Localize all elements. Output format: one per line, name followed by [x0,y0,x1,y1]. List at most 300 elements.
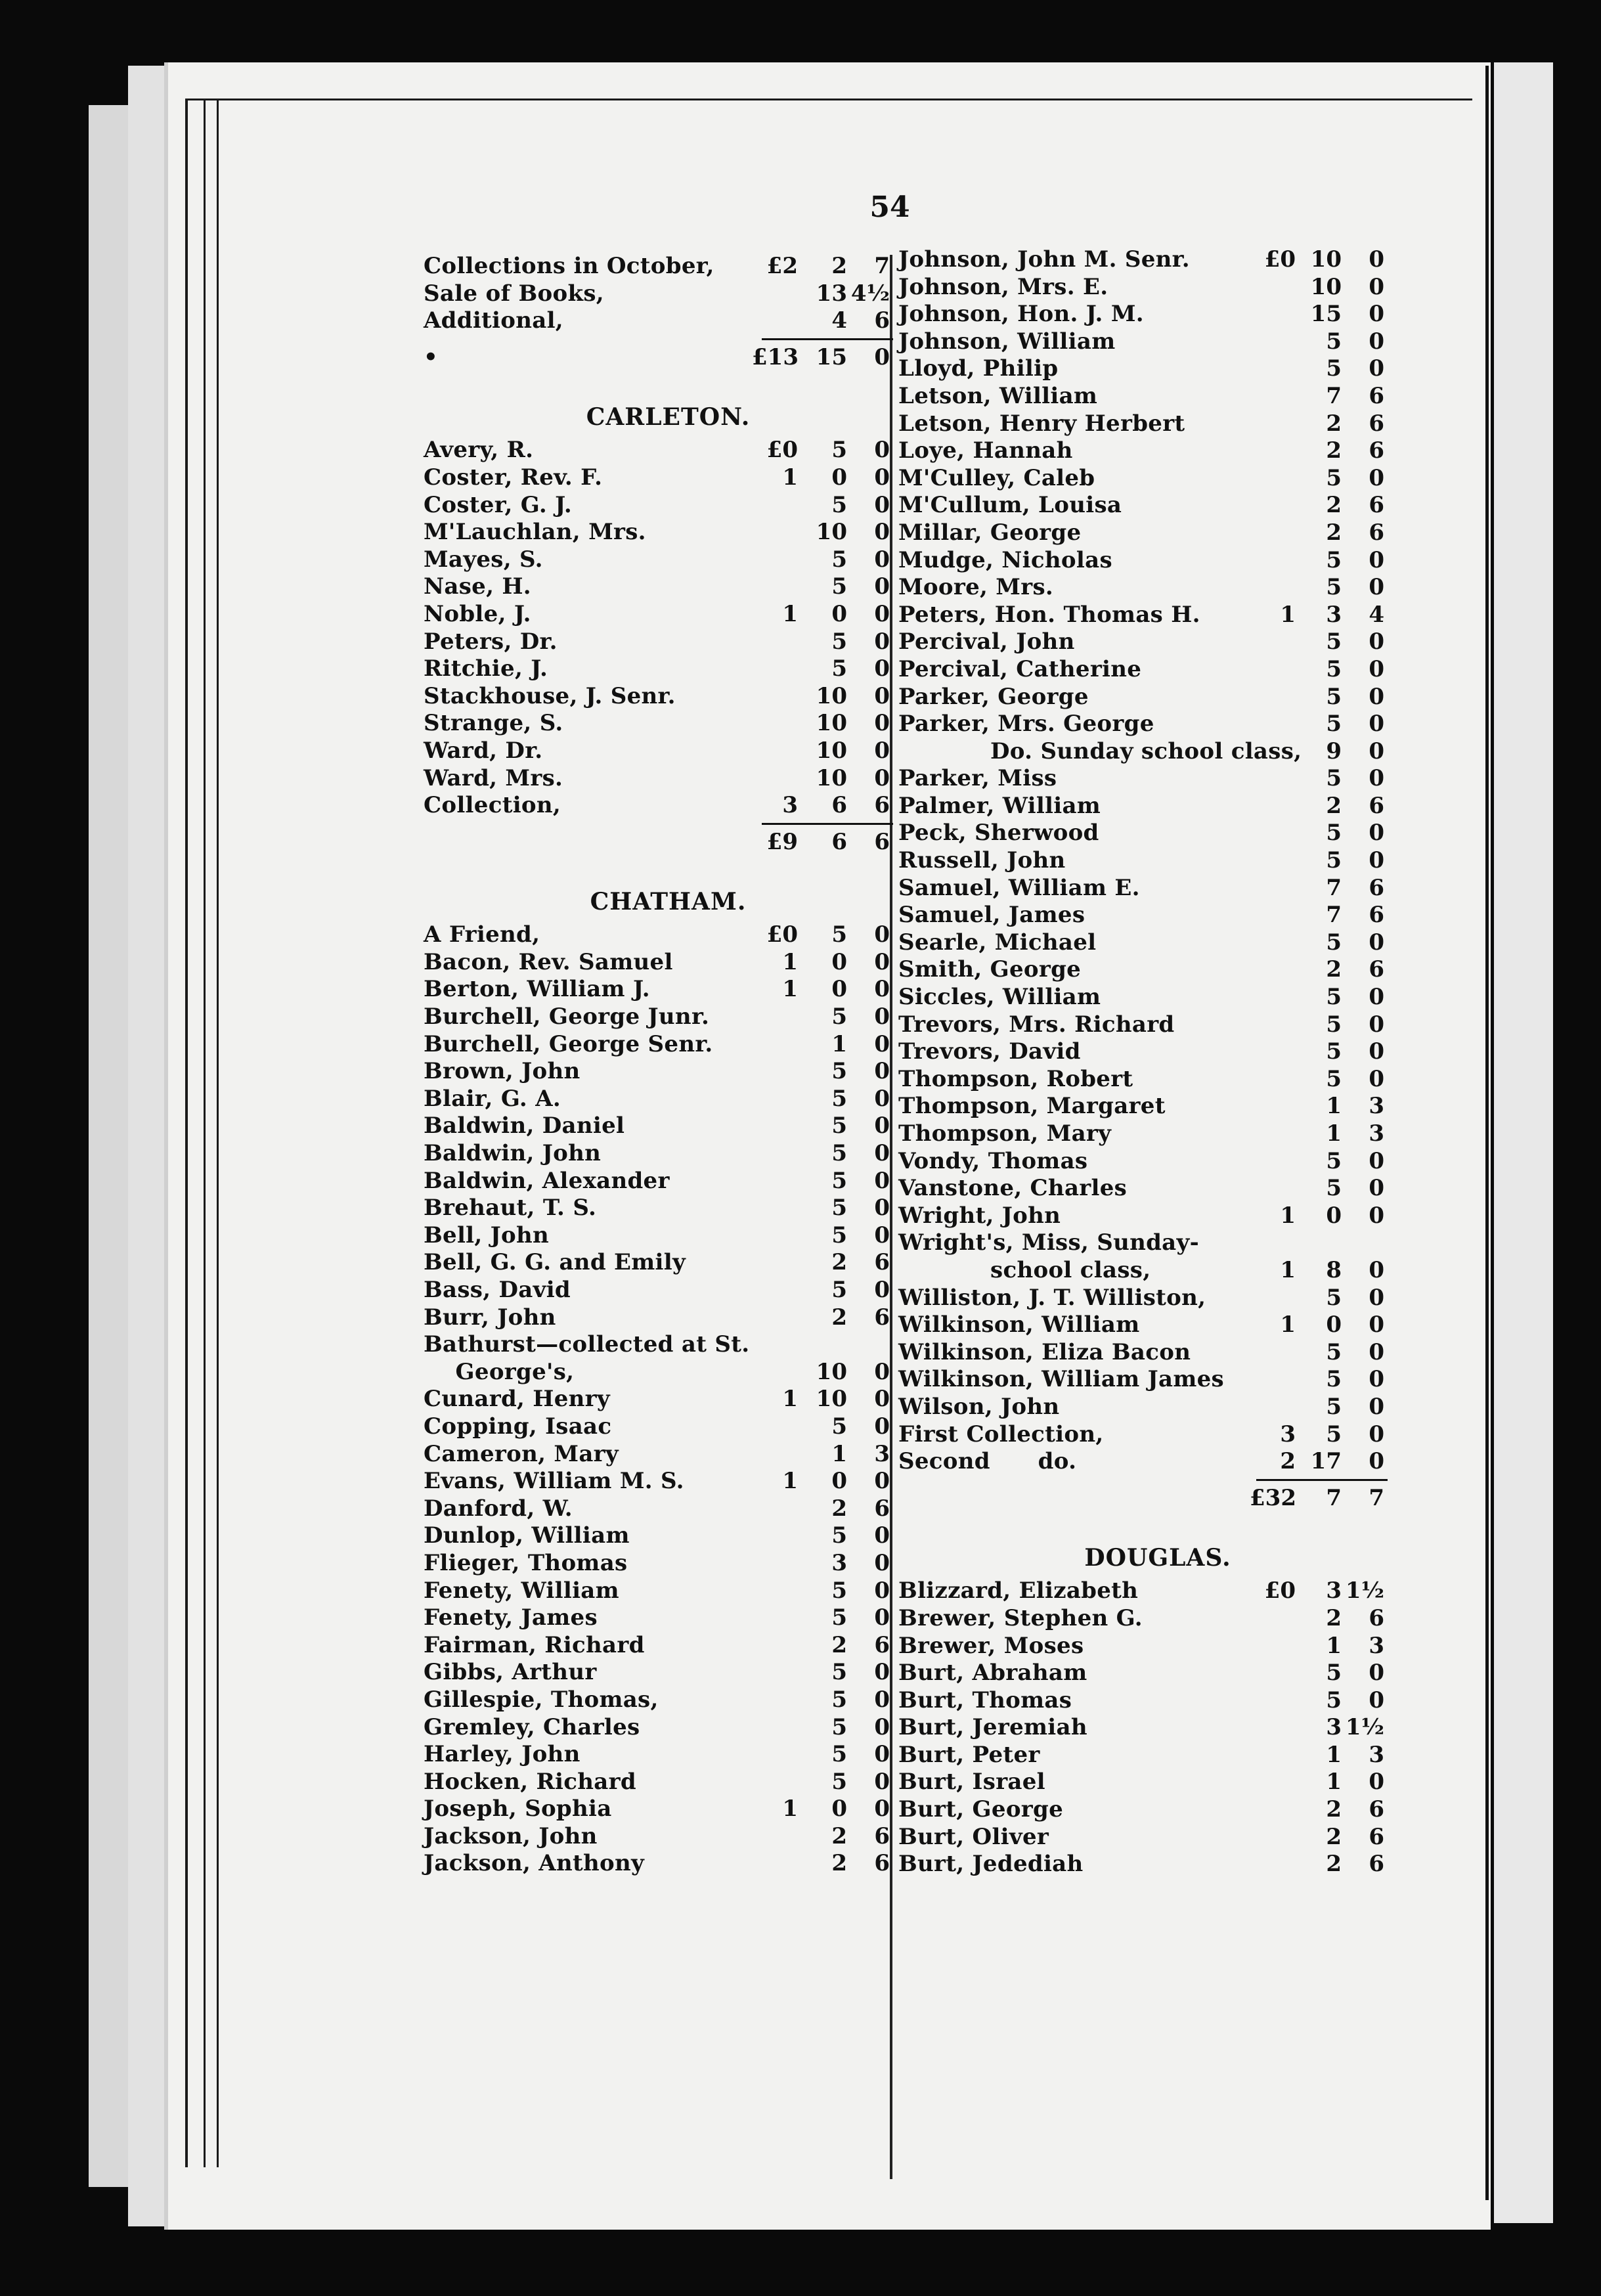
amount-shillings: 5 [831,1768,847,1795]
amount-pounds: £9 [766,828,798,855]
subscriber-name: Vanstone, Charles [898,1175,1128,1202]
amount-pence: 0 [1369,546,1384,573]
amount-pence: 0 [1369,1065,1384,1092]
subscriber-row [424,1277,900,1304]
amount-pounds: £0 [766,921,798,948]
subscriber-name: Do. Sunday school class, [990,738,1302,764]
amount-pence: 0 [874,1468,890,1495]
subscriber-name: Wilson, John [898,1393,1060,1420]
amount-shillings: 17 [1310,1448,1342,1475]
amount-shillings: 5 [831,1741,847,1768]
amount-shillings: 2 [1326,1851,1342,1878]
subscriber-name: Percival, Catherine [898,655,1142,682]
amount-pence: 1½ [1345,1578,1384,1604]
subscriber-name: Trevors, David [898,1038,1081,1065]
amount-shillings: 5 [1326,820,1342,847]
amount-shillings: 5 [1326,1660,1342,1687]
subscriber-name: Wright's, Miss, Sunday- [898,1229,1199,1256]
amount-pence: 0 [874,546,890,573]
subscriber-name: Flieger, Thomas [424,1549,628,1576]
subscriber-name: Burt, George [898,1796,1064,1823]
amount-pence: 6 [1369,437,1384,464]
amount-shillings: 5 [831,655,847,682]
amount-shillings: 5 [1326,355,1342,382]
subscriber-name: Ritchie, J. [424,655,548,682]
subscriber-name: Brehaut, T. S. [424,1195,597,1222]
amount-shillings: 15 [1310,301,1342,328]
subscriber-name: Burt, Jedediah [898,1851,1084,1878]
amount-pence: 0 [1369,574,1384,601]
subscriber-row [424,683,900,711]
amount-shillings: 0 [1326,1202,1342,1229]
subscriber-name: Additional, [424,307,563,334]
subscriber-row [424,1140,900,1168]
subscriber-row [424,1113,900,1140]
subscriber-row [898,929,1404,957]
subscriber-row [898,574,1404,602]
subscriber-name: Second do. [898,1448,1077,1475]
amount-pence: 0 [874,1140,890,1167]
amount-pence: 0 [874,976,890,1003]
amount-shillings: 1 [1326,1632,1342,1659]
subscriber-name: Johnson, William [898,328,1116,355]
subscriber-name: Fenety, James [424,1604,598,1631]
subscriber-name: Millar, George [898,519,1082,546]
subscriber-row [898,1769,1404,1796]
amount-pence: 6 [1369,874,1384,901]
amount-pence: 0 [874,464,890,491]
amount-shillings: 5 [1326,1011,1342,1038]
page-border-line [185,99,188,2167]
page-border-line [217,99,219,2167]
amount-pence: 0 [1369,355,1384,382]
subscriber-name: Fenety, William [424,1577,619,1604]
amount-shillings: 10 [816,764,847,791]
amount-shillings: 3 [1326,601,1342,628]
subscriber-row [424,1578,900,1605]
amount-shillings: 10 [816,737,847,764]
amount-shillings: 5 [1326,1421,1342,1447]
subscriber-row [424,1659,900,1687]
subscriber-name: Parker, George [898,683,1089,710]
subscriber-name: M'Cullum, Louisa [898,492,1122,519]
subscriber-name: Danford, W. [424,1495,573,1522]
total-rule-line [762,338,893,340]
amount-pence: 6 [1369,410,1384,437]
subscriber-row [424,253,900,280]
subscriber-name: Thompson, Robert [898,1065,1133,1092]
subscriber-row [424,1522,900,1550]
subscriber-row [898,1285,1404,1312]
amount-shillings: 5 [831,1713,847,1740]
amount-pence: 7 [1369,1484,1384,1511]
subscriber-row [898,465,1404,493]
subscriber-row [424,655,900,683]
amount-shillings: 3 [1326,1578,1342,1604]
subscriber-row [898,1633,1404,1660]
subscriber-row [898,437,1404,465]
subscriber-name: Brewer, Stephen G. [898,1604,1143,1631]
page-gutter-line [1485,66,1489,2200]
amount-pence: 0 [874,710,890,737]
amount-pence: 0 [874,1659,890,1686]
amount-pence: 6 [874,828,890,855]
subscriber-name: Blair, G. A. [424,1085,561,1112]
amount-shillings: 5 [831,1140,847,1167]
amount-pence: 0 [874,682,890,709]
amount-shillings: 5 [831,1413,847,1440]
amount-shillings: 5 [1326,655,1342,682]
subscriber-name: Burr, John [424,1304,556,1331]
subscriber-name: M'Lauchlan, Mrs. [424,519,646,546]
subscriber-row [424,1058,900,1086]
amount-pence: 0 [874,764,890,791]
amount-pence: 0 [1369,683,1384,710]
subscriber-row [424,1195,900,1222]
subscriber-row [424,629,900,656]
subscriber-row [424,1714,900,1742]
amount-shillings: 2 [1326,792,1342,819]
amount-shillings: 2 [1326,1823,1342,1850]
amount-shillings: 0 [831,1796,847,1822]
amount-pence: 3 [1369,1632,1384,1659]
subscriber-name: Wilkinson, William [898,1312,1140,1338]
subscriber-row [898,847,1404,875]
section-gap [424,856,900,882]
subscriber-name: Burt, Israel [898,1769,1045,1796]
section-gap [424,371,900,397]
subscriber-name: Avery, R. [424,437,534,464]
amount-pence: 0 [1369,1312,1384,1338]
amount-pence: 0 [874,737,890,764]
subscriber-row [898,956,1404,984]
amount-pence: 0 [1369,765,1384,792]
amount-pence: 0 [1369,820,1384,847]
subscriber-name: Burt, Oliver [898,1823,1049,1850]
amount-pence: 0 [874,491,890,518]
amount-shillings: 5 [1326,464,1342,491]
amount-shillings: 13 [816,280,847,307]
amount-shillings: 5 [1326,711,1342,738]
subscriber-name: Baldwin, John [424,1140,602,1167]
subscriber-row [898,1093,1404,1120]
subscriber-name: Palmer, William [898,792,1101,819]
amount-pence: 7 [874,253,890,279]
subscriber-row [424,1331,900,1359]
subscriber-row [898,383,1404,410]
amount-shillings: 10 [816,710,847,737]
subscriber-row [424,1823,900,1851]
amount-pence: 0 [874,1549,890,1576]
amount-pence: 0 [874,1577,890,1604]
subscriber-row [424,519,900,546]
amount-shillings: 2 [831,1850,847,1877]
amount-shillings: 5 [1326,984,1342,1011]
amount-shillings: 1 [831,1440,847,1467]
amount-shillings: 2 [1326,1796,1342,1823]
amount-shillings: 2 [1326,492,1342,519]
amount-pence: 0 [874,921,890,948]
subscriber-name: • [424,343,439,370]
section-heading: CARLETON. [586,403,751,431]
subscriber-name: Baldwin, Daniel [424,1113,625,1139]
amount-pounds: 1 [782,1796,798,1822]
amount-pence: 0 [874,1522,890,1549]
subscriber-row [898,410,1404,438]
amount-pence: 0 [874,343,890,370]
subscriber-name: Searle, Michael [898,929,1097,956]
amount-shillings: 1 [1326,1741,1342,1768]
amount-shillings: 5 [831,628,847,655]
amount-shillings: 5 [1326,1175,1342,1202]
subscriber-row [424,492,900,519]
subscriber-name: Collections in October, [424,253,714,279]
amount-pounds: 1 [782,1386,798,1413]
amount-pence: 0 [1369,929,1384,956]
subscriber-row [898,902,1404,929]
subscriber-name: Coster, G. J. [424,491,573,518]
subscriber-name: Peters, Dr. [424,628,558,655]
section-heading: DOUGLAS. [1084,1544,1231,1572]
subscriber-name: Thompson, Margaret [898,1093,1166,1120]
subscriber-name: Lloyd, Philip [898,355,1059,382]
subscriber-name: Evans, William M. S. [424,1468,684,1495]
amount-pence: 0 [1369,464,1384,491]
amount-shillings: 5 [831,1004,847,1030]
amount-shillings: 2 [831,253,847,279]
amount-pence: 0 [1369,847,1384,874]
subscriber-row [424,280,900,308]
subscriber-row [424,573,900,601]
amount-pence: 0 [1369,1769,1384,1796]
subscriber-name: Wilkinson, Eliza Bacon [898,1338,1191,1365]
subscriber-row [898,1421,1404,1449]
subscriber-row [424,1413,900,1441]
subscriber-row [898,1851,1404,1878]
facing-page-edge [1494,62,1553,2223]
right-column [898,246,1404,1878]
amount-shillings: 1 [1326,1769,1342,1796]
subscriber-name: Bell, G. G. and Emily [424,1249,686,1276]
amount-pence: 0 [1369,301,1384,328]
amount-pence: 0 [874,437,890,464]
subscriber-row [424,829,900,856]
amount-pence: 0 [874,1030,890,1057]
subscriber-name: Gillespie, Thomas, [424,1686,659,1713]
amount-pence: 0 [1369,1660,1384,1687]
amount-pounds: 1 [1280,1256,1296,1283]
left-column [424,253,900,1878]
subscriber-name: Wright, John [898,1202,1061,1229]
subscriber-row [898,1011,1404,1039]
amount-pence: 0 [874,1413,890,1440]
amount-pence: 6 [1369,1604,1384,1631]
amount-pence: 6 [874,1631,890,1658]
amount-pence: 0 [874,1686,890,1713]
subscriber-name: Collection, [424,792,561,819]
subscriber-name: Gibbs, Arthur [424,1659,597,1686]
subscriber-row [898,1229,1404,1257]
amount-pounds: £32 [1250,1484,1296,1511]
amount-shillings: 5 [1326,629,1342,655]
subscriber-row [424,792,900,820]
amount-shillings: 5 [831,1113,847,1139]
subscriber-row [898,1066,1404,1093]
subscriber-name: Johnson, Mrs. E. [898,273,1108,300]
amount-shillings: 2 [831,1631,847,1658]
subscriber-name: Noble, J. [424,600,531,627]
subscriber-row [424,921,900,949]
amount-shillings: 5 [1326,1038,1342,1065]
total-rule-line [762,823,893,825]
amount-pence: 6 [1369,1823,1384,1850]
amount-pence: 6 [874,1304,890,1331]
amount-pounds: 1 [1280,1202,1296,1229]
amount-shillings: 5 [1326,1687,1342,1713]
amount-pounds: £0 [1264,1578,1296,1604]
amount-shillings: 2 [831,1822,847,1849]
subscriber-name: George's, [424,1358,575,1385]
amount-shillings: 2 [831,1495,847,1522]
amount-pence: 0 [1369,1687,1384,1713]
subscriber-name: Letson, William [898,382,1098,409]
subscriber-row [898,1796,1404,1824]
amount-shillings: 10 [816,682,847,709]
subscriber-name: Wilkinson, William James [898,1366,1224,1393]
amount-shillings: 1 [1326,1093,1342,1120]
amount-pence: 0 [1369,1421,1384,1447]
subscriber-name: Thompson, Mary [898,1120,1112,1147]
subscriber-row [424,1249,900,1277]
subscriber-row [898,765,1404,793]
subscriber-row [424,949,900,977]
amount-shillings: 0 [831,976,847,1003]
subscriber-row [424,1304,900,1332]
subscriber-name: M'Culley, Caleb [898,464,1095,491]
amount-shillings: 2 [831,1249,847,1276]
subscriber-name: Cameron, Mary [424,1440,619,1467]
subscriber-row [424,1632,900,1660]
amount-shillings: 5 [1326,1147,1342,1174]
subscriber-name: Bacon, Rev. Samuel [424,948,673,975]
amount-pence: 0 [874,1004,890,1030]
amount-pence: 6 [874,1822,890,1849]
subscriber-row [898,1038,1404,1066]
amount-pounds: 1 [782,948,798,975]
subscriber-name: Mayes, S. [424,546,543,573]
subscriber-row [898,984,1404,1011]
subscriber-row [898,738,1404,766]
amount-pounds: 1 [1280,601,1296,628]
subscriber-row [898,820,1404,847]
amount-pence: 0 [1369,1038,1384,1065]
amount-shillings: 0 [831,948,847,975]
amount-shillings: 5 [1326,1284,1342,1311]
amount-pence: 0 [874,1386,890,1413]
subscriber-row [424,1796,900,1823]
subscriber-name: Burchell, George Senr. [424,1030,713,1057]
amount-pence: 4½ [850,280,890,307]
amount-pence: 6 [874,1495,890,1522]
amount-shillings: 5 [831,491,847,518]
subscriber-row [898,1605,1404,1633]
subscriber-row [424,307,900,335]
subscriber-name: Ward, Mrs. [424,764,563,791]
subscriber-row [898,1366,1404,1394]
subscriber-name: Johnson, John M. Senr. [898,246,1190,273]
amount-pence: 0 [874,1358,890,1385]
subscriber-row [424,976,900,1004]
total-rule [424,820,900,829]
amount-shillings: 7 [1326,382,1342,409]
subscriber-row [424,1086,900,1113]
subscriber-name: Mudge, Nicholas [898,546,1112,573]
subscriber-row [898,1203,1404,1230]
amount-shillings: 2 [1326,519,1342,546]
subscriber-row [898,328,1404,356]
amount-pence: 6 [1369,902,1384,929]
amount-pence: 6 [1369,956,1384,983]
subscriber-name: First Collection, [898,1421,1104,1447]
amount-pence: 0 [1369,1448,1384,1475]
subscriber-row [424,546,900,574]
amount-pence: 0 [1369,1175,1384,1202]
amount-pence: 6 [1369,382,1384,409]
amount-pence: 0 [1369,1256,1384,1283]
amount-pence: 0 [874,1113,890,1139]
amount-shillings: 5 [831,1522,847,1549]
subscriber-row [898,1394,1404,1421]
amount-shillings: 6 [831,792,847,819]
amount-pounds: 1 [782,464,798,491]
amount-shillings: 5 [831,437,847,464]
subscriber-name: Gremley, Charles [424,1713,640,1740]
amount-pence: 0 [874,628,890,655]
subscriber-row [424,765,900,793]
page-edge-stack-inner [128,66,167,2226]
subscriber-row [898,547,1404,575]
amount-shillings: 5 [1326,1338,1342,1365]
subscriber-row [898,519,1404,547]
amount-shillings: 1 [1326,1120,1342,1147]
subscriber-row [898,1742,1404,1769]
subscriber-name: Nase, H. [424,573,531,600]
amount-shillings: 5 [831,1277,847,1303]
amount-shillings: 3 [1326,1714,1342,1741]
subscriber-name: Copping, Isaac [424,1413,612,1440]
subscriber-row [898,1120,1404,1148]
subscriber-name: Burt, Jeremiah [898,1714,1087,1741]
amount-shillings: 2 [1326,410,1342,437]
subscriber-name: Parker, Miss [898,765,1057,792]
subscriber-name: Bathurst—collected at St. [424,1331,750,1358]
amount-shillings: 5 [831,921,847,948]
amount-pence: 0 [1369,1393,1384,1420]
amount-shillings: 5 [1326,574,1342,601]
subscriber-row [424,1004,900,1031]
amount-shillings: 6 [831,828,847,855]
amount-pence: 0 [1369,273,1384,300]
subscriber-row [898,629,1404,656]
subscriber-row [424,344,900,372]
amount-shillings: 2 [1326,1604,1342,1631]
subscriber-name: Peck, Sherwood [898,820,1099,847]
subscriber-row [898,1824,1404,1851]
subscriber-name: Brown, John [424,1058,581,1085]
amount-shillings: 10 [816,519,847,546]
amount-shillings: 5 [1326,1393,1342,1420]
amount-shillings: 0 [831,600,847,627]
